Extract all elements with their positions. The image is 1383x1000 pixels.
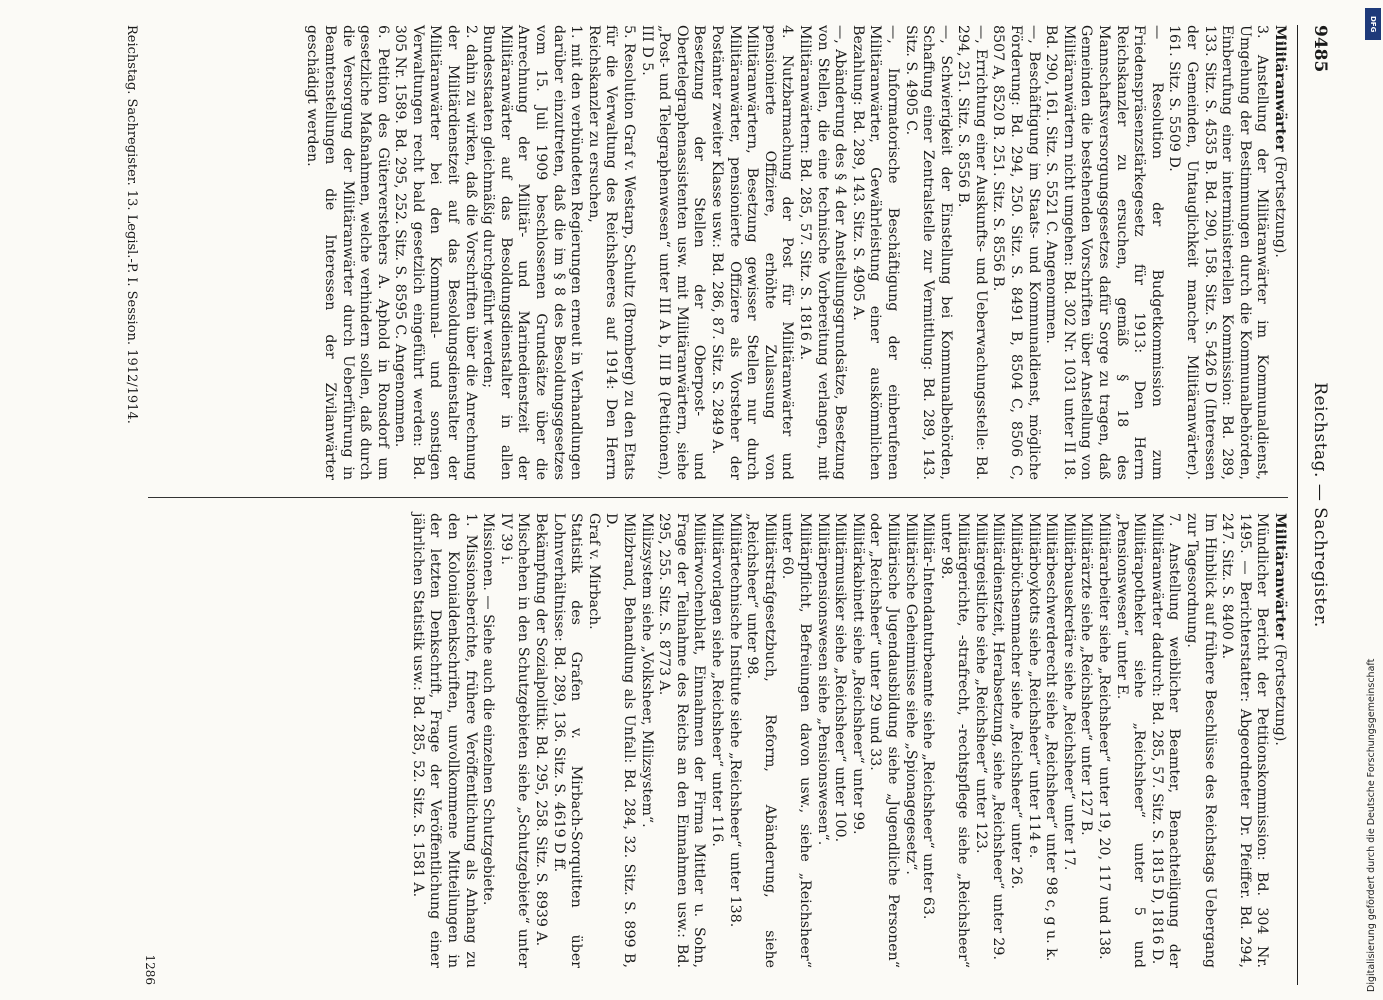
- header-rule: [1297, 25, 1298, 985]
- right-entry: Militärkabinett siehe „Reichsheer“ unter 99.: [849, 513, 866, 835]
- right-entry: Militärärzte siehe „Reichsheer“ unter 127 B.: [1078, 513, 1095, 836]
- page-header: [1300, 25, 1340, 985]
- right-entry: Militärdienstzeit, Herabsetzung, siehe „Reichsheer“ unter 29.: [990, 513, 1007, 960]
- page-number: 9485: [1310, 25, 1330, 73]
- footer-source: Reichstag. Sachregister. 13. Legisl.-P. I. Session. 1912/1914.: [124, 25, 139, 424]
- right-entry: Militärboykotts siehe „Reichsheer“ unter 114 e.: [1025, 513, 1042, 859]
- right-entry: Militärpflicht, Befreiungen davon usw., siehe „Reichsheer“ unter 60.: [779, 513, 813, 968]
- left-entry: 5. Resolution Graf v. Westarp, Schultz (Bromberg) zu den Etats für die Verwaltung des Reichsheeres auf 1914: Den Herrn Reichskanzler zu ersuchen,: [585, 25, 638, 480]
- left-entry: 2. dahin zu wirken, daß die Vorschriften über die Anrechnung der Militärdienstzeit auf das Besoldungsdienstalter der Militäranwärter bei den Kommunal- und sonstigen Verwaltungen recht bald gesetzlich eingeführt werden: Bd. 305 Nr. 1589. Bd. 295, 252. Sitz. S. 8595 C. Angenommen.: [392, 25, 479, 480]
- left-entry: —, Abänderung des § 4 der Anstellungsgrundsätze, Besetzung von Stellen, die eine technische Vorbereitung verlangen, mit Militäranwärtern: Bd. 285, 57. Sitz. S. 1816 A.: [796, 25, 849, 480]
- left-entry: — Resolution der Budgetkommission zum Friedenspräsenzstärkegesetz für 1913: Den Herrn Reichskanzler zu ersuchen, gemäß § 18 des Mannschaftsversorgungsgesetzes dafür Sorge zu tragen, daß Gemeinden die bestehenden Vorschriften über Anstellung von Militäranwärtern nicht umgehen: Bd. 302 Nr. 1031 unter II 18. Bd. 290, 161. Sitz. S. 5521 C. Angenommen.: [1043, 25, 1165, 480]
- left-entry: —, Informatorische Beschäftigung der einberufenen Militäranwärter, Gewährleistung einer auskömmlichen Bezahlung: Bd. 289, 143. Sitz. S. 4905 A.: [849, 25, 901, 480]
- right-column-heading: Militäranwärter (Fortsetzung).: [1272, 513, 1288, 746]
- right-entry: Militärbüchsenmacher siehe „Reichsheer“ unter 26.: [1008, 513, 1025, 890]
- right-entry: Militärische Jugendausbildung siehe „Jugendliche Personen“ oder „Reichsheer“ unter 29 und 33.: [867, 513, 901, 968]
- left-column: [148, 25, 1288, 480]
- right-entry: Militär-Intendanturbeamte siehe „Reichsheer“ unter 63.: [920, 513, 937, 920]
- right-entry: Militärische Geheimnisse siehe „Spionagegesetz“.: [902, 513, 919, 875]
- right-entry: Militärgerichte, -strafrecht, -rechtspflege siehe „Reichsheer“ unter 98.: [937, 513, 972, 968]
- left-entry: Besetzung der Stellen der Oberpost- und Obertelegraphenassistenten usw. mit Militäranwärtern, siehe „Post- und Telegraphenwesen“ unter III A b, III B (Petitionen), III D 5.: [638, 25, 708, 480]
- right-entry: Mündlicher Bericht der Petitionskommission: Bd. 304 Nr. 1495. — Berichterstatter: Abgeordneter Dr. Pfeiffer. Bd. 294, 247. Sitz. S. 8400 A.: [1219, 513, 1271, 968]
- left-entry: 3. Anstellung der Militäranwärter im Kommunaldienst, Umgehung der Bestimmungen durch die Kommunalbehörden, Einberufung einer interministeriellen Kommission: Bd. 289, 133. Sitz. S. 4535 B. Bd. 290, 158. Sitz. S. 5426 D (Interessen der Gemeinden, Untauglichkeit mancher Militäranwärter). 161. Sitz. S. 5509 D.: [1166, 25, 1271, 480]
- digitization-notice: [1365, 8, 1381, 992]
- right-entry: 1. Missionsberichte, frühere Veröffentlichung als Anhang zu den Kolonialdenkschriften, unvollkommene Mitteilungen in der letzten Denkschrift, Frage der Veröffentlichung einer jährlichen Statistik usw.: Bd. 285, 52. Sitz. S. 1581 A.: [409, 513, 479, 968]
- dfg-logo: DFG: [1365, 8, 1381, 40]
- right-entry: Militärstrafgesetzbuch, Reform, Abänderung, siehe „Reichsheer“ unter 98.: [744, 513, 778, 968]
- right-entry: 7. Anstellung weiblicher Beamter, Benachteiligung der Militäranwärter dadurch: Bd. 285, 57. Sitz. S. 1815 D, 1816 D.: [1148, 513, 1183, 968]
- right-entry: Militärapotheker siehe „Reichsheer“ unter 5 und „Pensionswesen“ unter E.: [1113, 513, 1148, 968]
- right-entry: Statistik des Grafen v. Mirbach-Sorquitten über Lohnverhältnisse: Bd. 289, 136. Sitz. S. 4619 D ff.: [550, 513, 585, 968]
- left-entry: —, Schwierigkeit der Einstellung bei Kommunalbehörden, Schaffung einer Zentralstelle zur Vermittlung: Bd. 289, 143. Sitz. S. 4905 C.: [902, 25, 954, 480]
- right-entry: Militärarbeiter siehe „Reichsheer“ unter 19, 20, 117 und 138.: [1096, 513, 1113, 960]
- column-divider: [148, 497, 1288, 498]
- right-entry: Milzbrand, Behandlung als Unfall: Bd. 284, 32. Sitz. S. 899 B, D.: [603, 513, 638, 968]
- right-entry: Militärgeistliche siehe „Reichsheer“ unter 123.: [972, 513, 989, 854]
- right-entry: Militärpensionswesen siehe „Pensionswesen“.: [814, 513, 831, 846]
- left-entry: 4. Nutzbarmachung der Post für Militäranwärter und pensionierte Offiziere, erhöhte Zulassung von Militäranwärtern, Besetzung gewisser Stellen nur durch Militäranwärter, pensionierte Offiziere als Vorsteher der Postämter zweiter Klasse usw.: Bd. 286, 87. Sitz. S. 2849 A.: [709, 25, 796, 480]
- right-entry: Missionen. — Siehe auch die einzelnen Schutzgebiete.: [480, 513, 497, 906]
- right-entry: Militärwochenblatt, Einnahmen der Firma Mittler u. Sohn, Frage der Teilnahme des Reichs an den Einnahmen usw.: Bd. 295, 255. Sitz. S. 8773 A.: [656, 513, 708, 968]
- right-entry: Militärbeschwerderecht siehe „Reichsheer“ unter 98 c, g u. k.: [1043, 513, 1060, 962]
- left-entry: —, Beschäftigung im Staats- und Kommunaldienst, mögliche Förderung: Bd. 294, 250. Sitz. S. 8491 B, 8504 C, 8506 C, 8507 A, 8520 B. 251. Sitz. S. 8556 B.: [990, 25, 1042, 480]
- left-entry: 6. Petition des Güterverstehers A. Aphold in Ronsdorf um gesetzliche Maßnahmen, welche verhindern sollen, daß durch die Versorgung der Militäranwärter durch Ueberführung in Beamtenstellungen die Interessen der Zivilanwärter geschädigt werden.: [304, 25, 391, 480]
- left-column-heading: Militäranwärter (Fortsetzung).: [1272, 25, 1288, 258]
- right-entry: Militärmusiker siehe „Reichsheer“ unter 100.: [832, 513, 849, 843]
- right-entry: Militärvorlagen siehe „Reichsheer“ unter 116.: [709, 513, 725, 847]
- running-title: Reichstag. — Sachregister.: [1310, 382, 1330, 628]
- right-column: [148, 513, 1288, 968]
- digitization-credit: Digitalisierung gefördert durch die Deutsche Forschungsgemeinschaft: [1366, 658, 1377, 992]
- footer-number: 1286: [143, 954, 157, 985]
- right-entry: Militärtechnische Institute siehe „Reichsheer“ unter 138.: [726, 513, 743, 928]
- right-entry: Bekämpfung der Sozialpolitik: Bd. 295, 258. Sitz. S. 8939 A.: [533, 513, 550, 947]
- left-entry: 1. mit den verbündeten Regierungen erneut in Verhandlungen darüber einzutreten, daß die im § 8 des Besoldungsgesetzes vom 15. Juli 1909 beschlossenen Grundsätze über die Anrechnung der Militär- und Marinedienstzeit der Militäranwärter auf das Besoldungsdienstalter in allen Bundesstaaten gleichmäßig durchgeführt werden;: [480, 25, 585, 480]
- right-entry: Milizsystem siehe „Volksheer, Milizsystem“.: [638, 513, 655, 828]
- page-content: [60, 25, 1340, 985]
- right-entry: Mischehen in den Schutzgebieten siehe „Schutzgebiete“ unter IV 39 i.: [497, 513, 532, 968]
- right-entry: Im Hinblick auf frühere Beschlüsse des Reichstags Uebergang zur Tagesordnung.: [1184, 513, 1218, 968]
- right-entry: Graf v. Mirbach.: [585, 513, 602, 630]
- right-entry: Militärbausekretäre siehe „Reichsheer“ unter 17.: [1060, 513, 1077, 871]
- left-entry: —, Errichtung einer Auskunfts- und Ueberwachungsstelle: Bd. 294, 251. Sitz. S. 8556 B.: [955, 25, 989, 480]
